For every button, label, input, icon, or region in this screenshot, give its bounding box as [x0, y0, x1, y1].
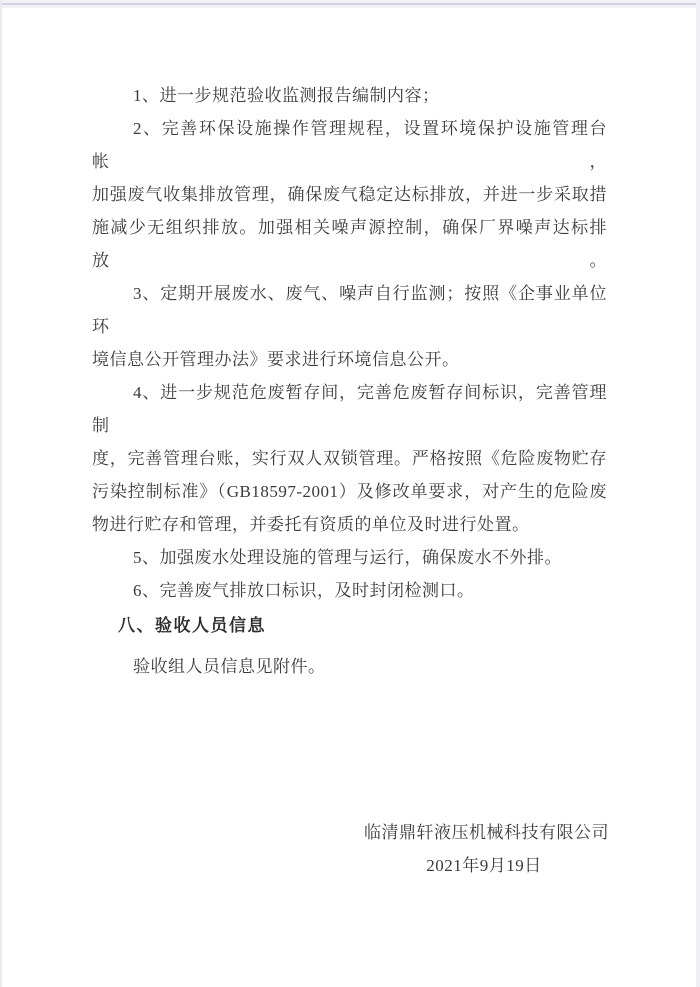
numbered-item-paragraph	[92, 541, 607, 574]
numbered-item-paragraph	[92, 277, 607, 376]
scan-top-edge	[0, 0, 700, 8]
text-line: 境信息公开管理办法》要求进行环境信息公开。	[92, 350, 460, 369]
text-line: 2、完善环保设施操作管理规程，设置环境保护设施管理台帐，	[92, 119, 607, 171]
text-line: 4、进一步规范危废暂存间，完善危废暂存间标识，完善管理制	[92, 383, 607, 435]
company-name: 临清鼎轩液压机械科技有限公司	[364, 823, 609, 842]
text-line: 6、完善废气排放口标识，及时封闭检测口。	[133, 581, 475, 600]
numbered-item-paragraph	[92, 574, 607, 607]
signature-block	[364, 816, 609, 882]
text-line: 1、进一步规范验收监测报告编制内容；	[133, 86, 440, 105]
text-line: 施减少无组织排放。加强相关噪声源控制，确保厂界噪声达标排放。	[92, 218, 607, 270]
numbered-item-paragraph	[92, 376, 607, 541]
note-paragraph	[92, 650, 607, 683]
text-line: 八、验收人员信息	[118, 616, 266, 635]
numbered-item-paragraph	[92, 112, 607, 277]
text-line: 污染控制标准》（GB18597-2001）及修改单要求，对产生的危险废	[92, 482, 607, 501]
text-line: 物进行贮存和管理，并委托有资质的单位及时进行处置。	[92, 515, 530, 534]
numbered-item-paragraph	[92, 79, 607, 112]
text-line: 度，完善管理台账，实行双人双锁管理。严格按照《危险废物贮存	[92, 449, 607, 468]
signature-date: 2021年9月19日	[426, 856, 542, 875]
text-line: 5、加强废水处理设施的管理与运行，确保废水不外排。	[133, 548, 562, 567]
scan-left-edge	[0, 0, 2, 987]
scan-right-edge	[696, 0, 700, 987]
section-heading	[92, 609, 607, 642]
document-paragraphs	[92, 79, 607, 683]
document-content	[92, 79, 607, 882]
text-line: 加强废气收集排放管理，确保废气稳定达标排放，并进一步采取措	[92, 185, 607, 204]
text-line: 3、定期开展废水、废气、噪声自行监测；按照《企事业单位环	[92, 284, 607, 336]
text-line: 验收组人员信息见附件。	[133, 657, 326, 676]
scan-top-edge-line	[0, 3, 700, 5]
